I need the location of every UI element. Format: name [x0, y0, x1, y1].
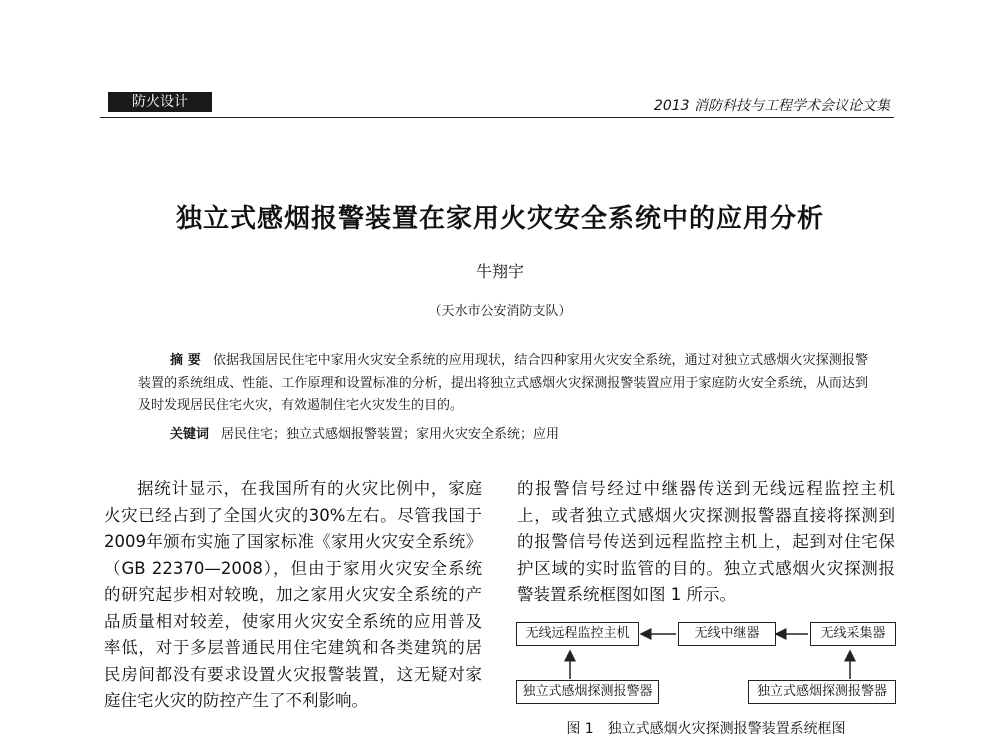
box-remote-monitor-host: 无线远程监控主机 [516, 622, 639, 646]
author-name: 牛翔宇 [475, 262, 524, 281]
body-column-right: 的报警信号经过中继器传送到无线远程监控主机上，或者独立式感烟火灾探测报警器直接将探测到的报警信号传送到远程监控主机上，起到对住宅保护区域的实时监管的目的。独立式感烟火灾探测报警装置系统框图如图 1 所示。 [517, 479, 895, 604]
running-head: 2013 消防科技与工程学术会议论文集 [653, 98, 890, 114]
paper-title: 独立式感烟报警装置在家用火灾安全系统中的应用分析 [175, 204, 824, 234]
box-smoke-detector-left: 独立式感烟探测报警器 [516, 680, 659, 704]
keywords-label: 关键词 [170, 427, 210, 442]
keywords-text: 居民住宅；独立式感烟报警装置；家用火灾安全系统；应用 [221, 427, 560, 442]
figure-1-caption: 图 1 独立式感烟火灾探测报警装置系统框图 [566, 721, 846, 737]
box-smoke-detector-right: 独立式感烟探测报警器 [748, 680, 896, 704]
abstract-label: 摘 要 [170, 353, 201, 368]
body-column-left: 据统计显示，在我国所有的火灾比例中，家庭火灾已经占到了全国火灾的30%左右。尽管我国于2009年颁布实施了国家标准《家用火灾安全系统》（GB 22370—2008），但由于家用火灾安全系统的研究起步相对较晚，加之家用火灾安全系统的产品质量相对较差，使家用火灾安全系统的应用普及率低，对于多层普通民用住宅建筑和各类建筑的居民房间都没有要求设置火灾报警装置，这无疑对家庭住宅火灾的防控产生了不利影响。 [104, 479, 482, 710]
abstract-text: 依据我国居民住宅中家用火灾安全系统的应用现状，结合四种家用火灾安全系统，通过对独立式感烟火灾探测报警装置的系统组成、性能、工作原理和设置标准的分析，提出将独立式感烟火灾探测报警装置应用于家庭防火安全系统，从而达到及时发现居民住宅火灾，有效遏制住宅火灾发生的目的。 [138, 353, 868, 413]
author-affiliation: （天水市公安消防支队） [428, 304, 572, 319]
box-wireless-relay: 无线中继器 [678, 622, 776, 646]
box-wireless-collector: 无线采集器 [810, 622, 896, 646]
section-tag: 防火设计 [108, 92, 212, 112]
